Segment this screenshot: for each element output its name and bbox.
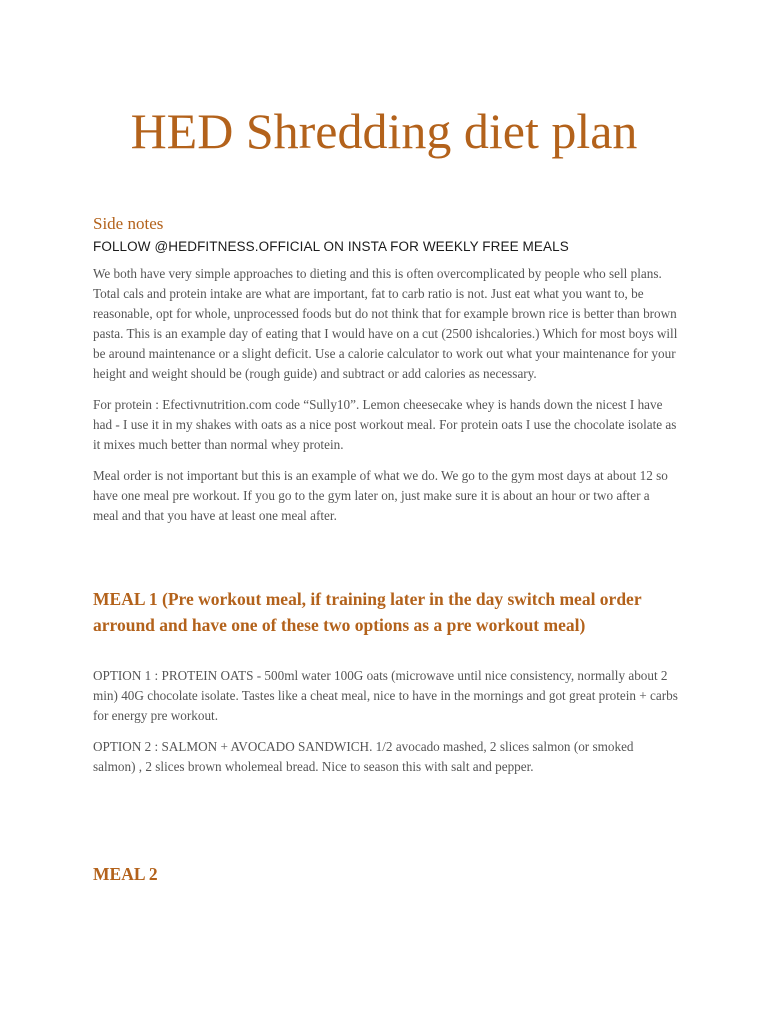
meal-2-section bbox=[93, 861, 678, 887]
meal-1-option-1: OPTION 1 : PROTEIN OATS - 500ml water 100G oats (microwave until nice consistency, normally about 2 min) 40G chocolate isolate. Tastes like a cheat meal, nice to have in the mornings and got great protein + carbs for energy pre workout. bbox=[93, 668, 678, 723]
document-body bbox=[93, 212, 678, 887]
page-title: HED Shredding diet plan bbox=[130, 103, 638, 159]
side-notes-heading: Side notes bbox=[93, 214, 164, 233]
meal-1-section bbox=[93, 586, 678, 777]
meal-order-paragraph: Meal order is not important but this is an example of what we do. We go to the gym most days at about 12 so have one meal pre workout. If you go to the gym later on, just make sure it is about an hour or two after a meal and that you have at least one meal after. bbox=[93, 468, 668, 523]
meal-2-heading: MEAL 2 bbox=[93, 864, 158, 884]
follow-instagram-note: FOLLOW @HEDFITNESS.OFFICIAL ON INSTA FOR WEEKLY FREE MEALS bbox=[93, 239, 569, 254]
meal-1-option-2: OPTION 2 : SALMON + AVOCADO SANDWICH. 1/2 avocado mashed, 2 slices salmon (or smoked salmon) , 2 slices brown wholemeal bread. Nice to season this with salt and pepper. bbox=[93, 739, 634, 774]
meal-1-heading: MEAL 1 (Pre workout meal, if training later in the day switch meal order arround and have one of these two options as a pre workout meal) bbox=[93, 589, 642, 635]
intro-paragraph: We both have very simple approaches to dieting and this is often overcomplicated by people who sell plans. Total cals and protein intake are what are important, fat to carb ratio is not. Just eat what you want to, be reasonable, opt for whole, unprocessed foods but do not think that for example brown rice is better than brown pasta. This is an example day of eating that I would have on a cut (2500 ishcalories.) Which for most boys will be around maintenance or a slight deficit. Use a calorie calculator to work out what your maintenance for your height and weight should be (rough guide) and subtract or add calories as necessary. bbox=[93, 266, 678, 381]
side-notes-section bbox=[93, 212, 678, 526]
protein-paragraph: For protein : Efectivnutrition.com code “Sully10”. Lemon cheesecake whey is hands down the nicest I have had - I use it in my shakes with oats as a nice post workout meal. For protein oats I use the chocolate isolate as it mixes much better than normal whey protein. bbox=[93, 397, 677, 452]
meal-1-options bbox=[93, 666, 678, 777]
